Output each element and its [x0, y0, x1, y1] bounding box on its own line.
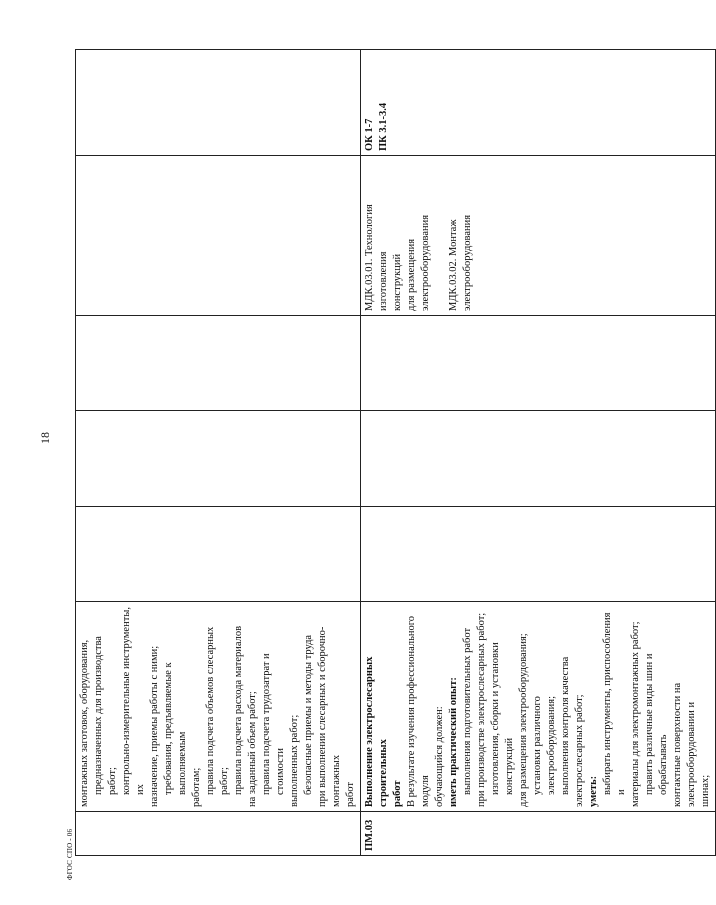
module-code-cell — [361, 812, 716, 856]
text-line: требования, предъявляемые к выполняемым — [163, 662, 188, 795]
text-line: материалы для электромонтажных работ; — [630, 621, 641, 807]
table-row — [76, 50, 361, 856]
content-cell — [361, 602, 716, 812]
total-hours-cell — [361, 507, 716, 602]
text-line: правила подсчета объемов слесарных работ; — [205, 626, 230, 795]
text-line: правила подсчета трудозатрат и стоимости — [261, 653, 286, 795]
mdk-line: МДК.03.02. Монтаж — [448, 219, 459, 311]
text-line: для размещения электрооборудования; — [518, 633, 529, 807]
text-line: выполнения контроля качества — [560, 656, 571, 795]
text-line: электрослесарных работ; — [574, 694, 585, 807]
competencies-cell — [361, 50, 716, 156]
text-line: изготовления, сборки и установки конструкций — [490, 642, 515, 795]
text-line: править различные виды шин и обрабатывать — [644, 653, 669, 795]
mdk-cell — [76, 156, 361, 316]
content-lines — [78, 606, 358, 807]
hours-cell — [361, 411, 716, 507]
practice-hours-cell — [76, 316, 361, 411]
text-line: назначение, приемы работы с ними; — [149, 645, 160, 807]
text-line: Выполнение электрослесарных строительных — [364, 656, 389, 807]
text-line: установки различного электрооборудования; — [532, 696, 557, 795]
text-line: безопасные приемы и методы труда — [303, 634, 314, 795]
module-code-cell — [76, 812, 361, 856]
text-line: правила подсчета расхода материалов — [233, 625, 244, 795]
text-line: контрольно-измерительные инструменты, их — [121, 607, 146, 795]
text-line: предназначенных для производства работ; — [93, 636, 118, 795]
practice-hours-cell — [361, 316, 716, 411]
mdk-line: электрооборудования — [420, 214, 431, 311]
content-lines — [363, 606, 713, 807]
total-hours-cell — [76, 507, 361, 602]
text-line: на заданный объем работ; — [247, 691, 258, 807]
text-line: уметь: — [588, 775, 599, 807]
text-line: обучающийся должен: — [434, 706, 445, 807]
mdk-line: электрооборудования — [462, 214, 473, 311]
hours-cell — [76, 411, 361, 507]
text-line: монтажных заготовок, оборудования, — [79, 639, 90, 807]
text-line: при производстве электрослесарных работ; — [476, 612, 487, 807]
mdk-cell — [361, 156, 716, 316]
curriculum-table — [75, 50, 711, 856]
mdk-line: МДК.03.01. Технология — [364, 204, 375, 311]
footer-code: ФГОС СПО - 06 — [66, 828, 74, 880]
content-cell — [76, 602, 361, 812]
text-line: контактные поверхности на электрооборудовании и — [672, 682, 697, 807]
mdk-line: для размещения — [406, 238, 417, 311]
competencies-cell — [76, 50, 361, 156]
text-line: выбирать инструменты, приспособления и — [602, 612, 627, 795]
text-line: В результате изучения профессионального модуля — [406, 615, 431, 807]
competency-list — [363, 54, 391, 151]
mdk-03-01 — [363, 160, 433, 311]
text-line: выполнения подготовительных работ — [462, 627, 473, 795]
text-line: работ — [392, 780, 403, 807]
module-code: ПМ.03 — [364, 819, 375, 851]
text-line: работам; — [191, 767, 202, 807]
text-line: выполненных работ; — [289, 714, 300, 807]
mdk-line: конструкций — [392, 253, 403, 311]
table-row — [361, 50, 716, 856]
text-line: при выполнении слесарных и сборочно-монтажных — [317, 626, 342, 807]
competency-code: ПК 3.1-3.4 — [378, 102, 389, 151]
mdk-03-02 — [447, 160, 475, 311]
mdk-line: изготовления — [378, 251, 389, 311]
text-line: иметь практический опыт: — [448, 677, 459, 807]
text-line: работ — [345, 782, 356, 807]
competency-code: ОК 1-7 — [364, 118, 375, 151]
page-number: 18 — [38, 432, 52, 444]
text-line: шинах; — [700, 774, 711, 807]
